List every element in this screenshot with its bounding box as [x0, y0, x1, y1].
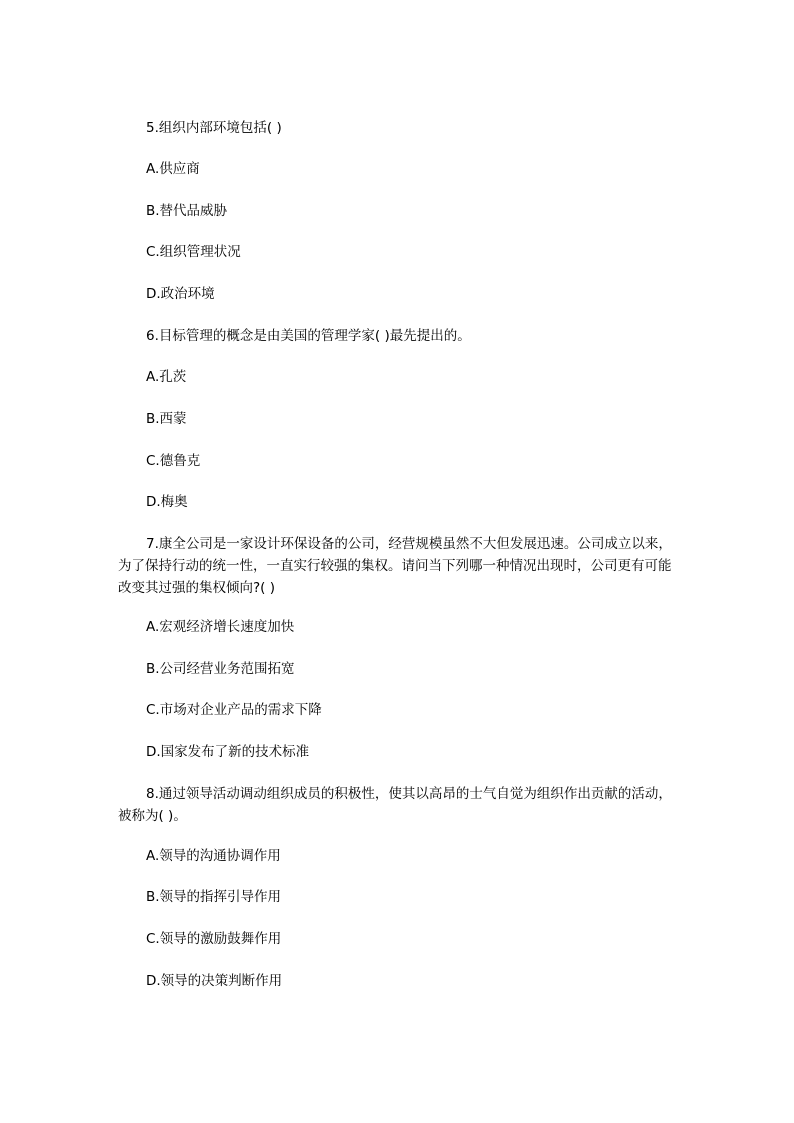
question-6-option-a: A.孔茨: [146, 369, 187, 385]
question-5-stem: 5.组织内部环境包括( ): [146, 120, 282, 136]
question-5-option-b: B.替代品威胁: [146, 203, 228, 219]
question-5-option-a: A.供应商: [146, 161, 200, 177]
question-5-option-d: D.政治环境: [146, 286, 215, 302]
question-7-option-b: B.公司经营业务范围拓宽: [146, 661, 295, 677]
question-7-option-a: A.宏观经济增长速度加快: [146, 619, 295, 635]
question-8-option-a: A.领导的沟通协调作用: [146, 848, 281, 864]
question-8-stem: 8.通过领导活动调动组织成员的积极性，使其以高昂的士气自觉为组织作出贡献的活动，被称为( )。: [118, 786, 672, 824]
question-7-stem: 7.康全公司是一家设计环保设备的公司，经营规模虽然不大但发展迅速。公司成立以来，为了保持行动的统一性，一直实行较强的集权。请问当下列哪一种情况出现时，公司更有可能改变其过强的集权倾向?( ): [118, 536, 672, 596]
question-6-option-d: D.梅奥: [146, 494, 188, 510]
question-8-option-b: B.领导的指挥引导作用: [146, 889, 282, 905]
question-7-option-c: C.市场对企业产品的需求下降: [146, 702, 322, 718]
question-6-option-b: B.西蒙: [146, 411, 187, 427]
question-6-option-c: C.德鲁克: [146, 453, 201, 469]
question-5-option-c: C.组织管理状况: [146, 244, 241, 260]
question-7-option-d: D.国家发布了新的技术标准: [146, 744, 310, 760]
question-8-option-d: D.领导的决策判断作用: [146, 973, 283, 989]
question-8-option-c: C.领导的激励鼓舞作用: [146, 931, 282, 947]
question-6-stem: 6.目标管理的概念是由美国的管理学家( )最先提出的。: [146, 328, 471, 344]
